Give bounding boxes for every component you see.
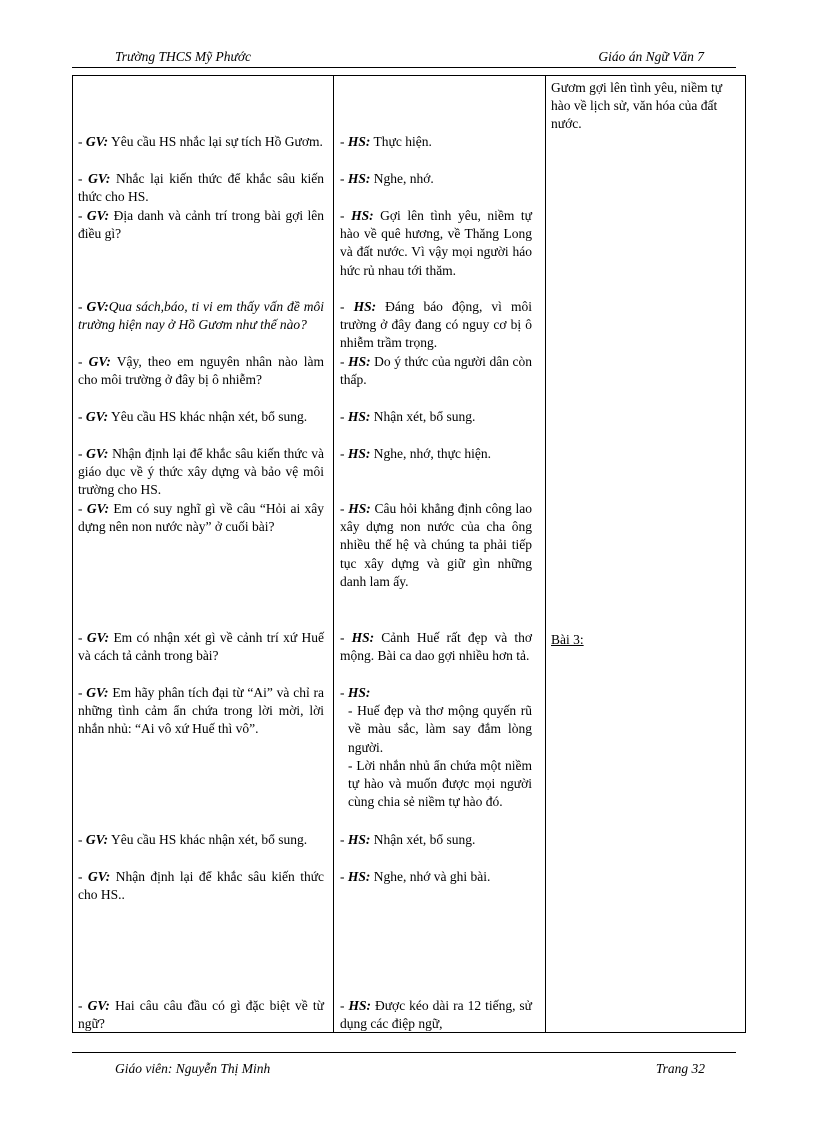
column-divider-1 — [333, 75, 334, 1033]
hs-row-10: - HS: - Huế đẹp và thơ mộng quyến rũ về màu sắc, làm say đắm lòng người. - Lời nhắn nhủ ẩn chứa một niềm tự hào và muốn được mọi người cùng chia sẻ niềm tự hào đó. — [340, 685, 533, 810]
hs-row-4: - HS: Đáng báo động, vì môi trường ở đây đang có nguy cơ bị ô nhiễm trầm trọng. — [340, 299, 532, 351]
footer-rule — [72, 1052, 736, 1053]
column-divider-2 — [545, 75, 546, 1033]
hs-row-8: - HS: Câu hỏi khẳng định công lao xây dựng non nước của cha ông nhiều thế hệ và chúng ta phải tiếp tục xây dựng và giữ gìn những danh lam ấy. — [340, 501, 532, 589]
gv-row-2: - GV: Nhắc lại kiến thức để khắc sâu kiến thức cho HS. — [78, 171, 324, 205]
header-subject: Giáo án Ngữ Văn 7 — [598, 49, 704, 64]
hs-row-9: - HS: Cảnh Huế rất đẹp và thơ mộng. Bài ca dao gợi nhiều hơn tả. — [340, 630, 532, 664]
col3-bai3-heading: Bài 3: — [551, 632, 584, 647]
footer-page-number: Trang 32 — [655, 1061, 705, 1076]
gv-row-8: - GV: Em có suy nghĩ gì về câu “Hỏi ai xây dựng nên non nước này” ở cuối bài? — [78, 501, 325, 535]
gv-row-10: - GV: Em hãy phân tích đại từ “Ai” và chỉ ra những tình cảm ẩn chứa trong lời mời, lời nhắn nhủ: “Ai vô xứ Huế thì vô”. — [78, 685, 324, 737]
gv-row-13: - GV: Hai câu câu đầu có gì đặc biệt về từ ngữ? — [78, 998, 325, 1032]
gv-row-1: - GV: Yêu cầu HS nhắc lại sự tích Hồ Gươm. — [78, 134, 323, 149]
footer-teacher: Giáo viên: Nguyễn Thị Minh — [115, 1061, 271, 1076]
hs-row-13: - HS: Được kéo dài ra 12 tiếng, sử dụng các điệp ngữ, — [340, 998, 532, 1032]
header-rule — [72, 67, 736, 68]
gv-row-4: - GV:Qua sách,báo, ti vi em thấy vấn đề môi trường hiện nay ở Hồ Gươm như thế nào? — [78, 299, 324, 333]
hs-row-3: - HS: Gợi lên tình yêu, niềm tự hào về quê hương, về Thăng Long và đất nước. Vì vậy mọi người háo hức rủ nhau tới thăm. — [340, 208, 533, 278]
header-school: Trường THCS Mỹ Phước — [115, 49, 252, 64]
gv-row-5: - GV: Vậy, theo em nguyên nhân nào làm cho môi trường ở đây bị ô nhiễm? — [78, 354, 324, 388]
gv-row-6: - GV: Yêu cầu HS khác nhận xét, bổ sung. — [78, 409, 308, 424]
hs-row-2: - HS: Nghe, nhớ. — [340, 171, 434, 186]
gv-row-11: - GV: Yêu cầu HS khác nhận xét, bổ sung. — [78, 832, 308, 847]
hs-row-6: - HS: Nhận xét, bổ sung. — [340, 409, 476, 424]
hs-row-11: - HS: Nhận xét, bổ sung. — [340, 832, 476, 847]
gv-row-12: - GV: Nhận định lại để khắc sâu kiến thức cho HS.. — [78, 869, 325, 903]
gv-row-9: - GV: Em có nhận xét gì về cảnh trí xứ Huế và cách tả cảnh trong bài? — [78, 630, 324, 664]
hs-row-5: - HS: Do ý thức của người dân còn thấp. — [340, 354, 532, 388]
col3-note: Gươm gợi lên tình yêu, niềm tự hào về lịch sử, văn hóa của đất nước. — [551, 80, 723, 132]
hs-row-12: - HS: Nghe, nhớ và ghi bài. — [340, 869, 491, 884]
gv-row-7: - GV: Nhận định lại để khắc sâu kiến thức và giáo dục về ý thức xây dựng và bảo vệ môi trường cho HS. — [78, 446, 325, 498]
gv-row-3: - GV: Địa danh và cảnh trí trong bài gợi lên điều gì? — [78, 208, 325, 242]
hs-row-1: - HS: Thực hiện. — [340, 134, 432, 149]
hs-row-7: - HS: Nghe, nhớ, thực hiện. — [340, 446, 491, 461]
